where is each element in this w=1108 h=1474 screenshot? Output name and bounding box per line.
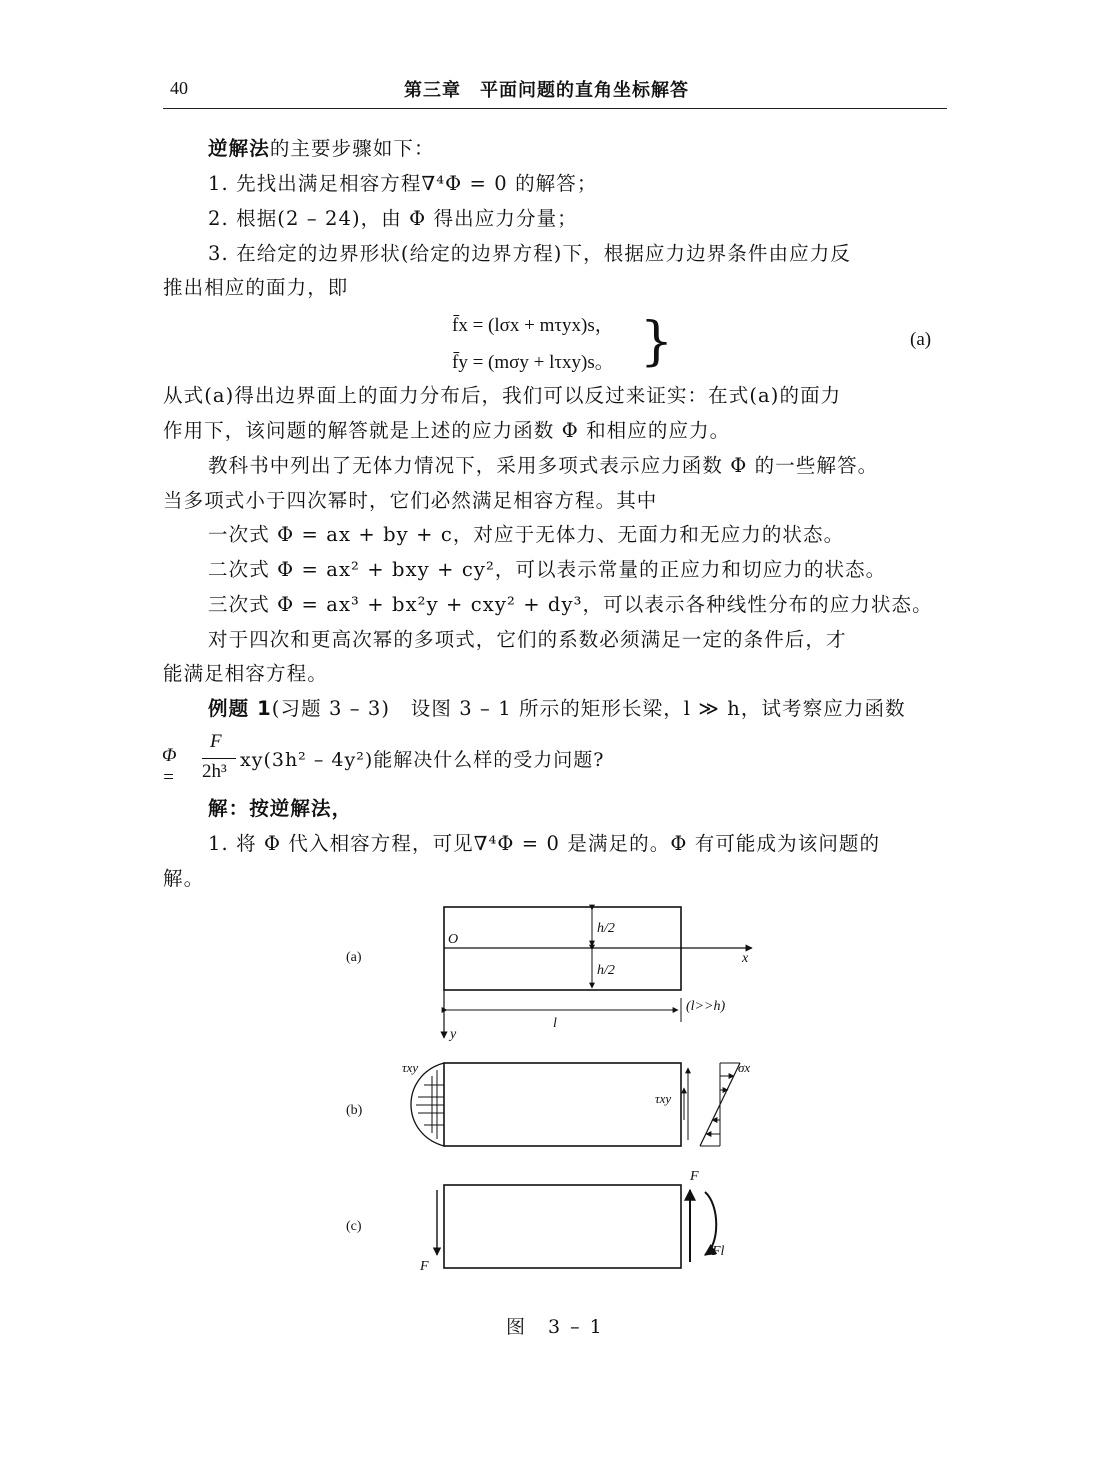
- y-axis-label: y: [450, 1027, 457, 1042]
- equation-fy: f̄y = (mσy + lτxy)s。: [452, 352, 614, 373]
- solution-step-1: 1. 将 Φ 代入相容方程，可见∇⁴Φ = 0 是满足的。Φ 有可能成为该问题的: [208, 832, 881, 855]
- length-label: l: [553, 1016, 557, 1031]
- solution-label: 解：按逆解法，: [208, 797, 353, 820]
- label-a: (a): [346, 950, 362, 965]
- paragraph-line: [208, 135, 435, 163]
- fraction-denominator: 2h³: [202, 761, 227, 782]
- origin-label: O: [448, 932, 459, 947]
- force-right-label: F: [690, 1169, 699, 1184]
- beam-c: [437, 1185, 716, 1268]
- sigma-label: σx: [738, 1060, 751, 1075]
- condition-label: (l>>h): [686, 999, 726, 1014]
- fraction-numerator: F: [210, 731, 222, 752]
- half-height-bottom: h/2: [597, 963, 615, 978]
- term-inverse-method: 逆解法: [208, 137, 270, 160]
- polynomial-quadratic: 二次式 Φ = ax² + bxy + cy²，可以表示常量的正应力和切应力的状态。: [208, 558, 887, 581]
- tau-left-label: τxy: [402, 1060, 419, 1075]
- equation-tag: (a): [910, 329, 932, 350]
- tau-right-label: τxy: [655, 1091, 672, 1106]
- paragraph-line: 作用下，该问题的解答就是上述的应力函数 Φ 和相应的应力。: [163, 419, 731, 442]
- paragraph-line: 从式(a)得出边界面上的面力分布后，我们可以反过来证实：在式(a)的面力: [163, 384, 842, 407]
- text-span: 的主要步骤如下：: [269, 137, 435, 160]
- formula-rest: xy(3h² – 4y²)能解决什么样的受力问题?: [240, 749, 605, 771]
- chapter-title: 第三章 平面问题的直角坐标解答: [404, 80, 689, 101]
- force-left-label: F: [420, 1259, 429, 1274]
- paragraph-line: 当多项式小于四次幂时，它们必然满足相容方程。其中: [163, 489, 658, 512]
- step-2: 2. 根据(2 – 24)，由 Φ 得出应力分量；: [208, 207, 578, 230]
- brace-symbol: }: [640, 312, 674, 372]
- text-span: (习题 3 – 3) 设图 3 – 1 所示的矩形长梁，l ≫ h，试考察应力函数: [271, 697, 906, 720]
- page-number: 40: [170, 78, 188, 98]
- half-height-top: h/2: [597, 921, 615, 936]
- step-1: 1. 先找出满足相容方程∇⁴Φ = 0 的解答；: [208, 172, 598, 195]
- x-axis-label: x: [742, 951, 749, 966]
- paragraph-line: 教科书中列出了无体力情况下，采用多项式表示应力函数 Φ 的一些解答。: [208, 454, 879, 477]
- polynomial-cubic: 三次式 Φ = ax³ + bx²y + cxy² + dy³，可以表示各种线性分布的应力状态。: [208, 593, 933, 616]
- solution-step-1-cont: 解。: [163, 867, 205, 890]
- formula-lhs: Φ =: [162, 745, 177, 788]
- solution-heading: [208, 795, 352, 823]
- fraction-bar: [202, 758, 236, 759]
- paragraph-line: 能满足相容方程。: [163, 662, 328, 685]
- example-label: 例题 1: [208, 697, 272, 720]
- step-3: 3. 在给定的边界形状(给定的边界方程)下，根据应力边界条件由应力反: [208, 242, 851, 265]
- step-3-cont: 推出相应的面力，即: [163, 276, 349, 299]
- header-rule: [163, 108, 947, 109]
- beam-b: [411, 1063, 740, 1146]
- example-heading: [208, 695, 906, 723]
- figure-3-1: [330, 895, 790, 1285]
- label-c: (c): [346, 1219, 362, 1234]
- label-b: (b): [346, 1103, 363, 1118]
- polynomial-linear: 一次式 Φ = ax + by + c，对应于无体力、无面力和无应力的状态。: [208, 523, 845, 546]
- moment-label: Fl: [712, 1244, 725, 1259]
- equation-fx: f̄x = (lσx + mτyx)s，: [452, 315, 614, 336]
- paragraph-line: 对于四次和更高次幂的多项式，它们的系数必须满足一定的条件后，才: [208, 628, 847, 651]
- figure-caption: 图 3 – 1: [506, 1316, 604, 1338]
